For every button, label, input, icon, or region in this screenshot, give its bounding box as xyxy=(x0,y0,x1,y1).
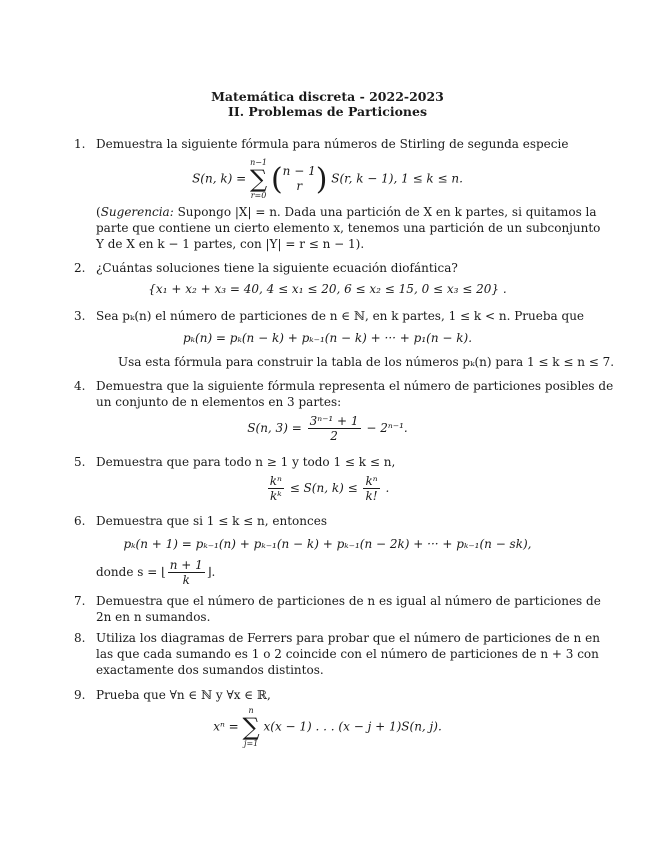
problem-number: 8. xyxy=(74,631,86,645)
problem-text-line-3: exactamente dos sumandos distintos. xyxy=(96,663,324,677)
hint-line-3: Y de X en k − 1 partes, con |Y| = r ≤ n − 1). xyxy=(96,237,365,251)
fraction: $\frac{\text{3ⁿ⁻¹ + 1}}{2}$ xyxy=(309,414,359,443)
problem-number: 6. xyxy=(74,514,86,528)
problem-6-donde: donde s = ⌊ $\frac{n + 1}{k}$ ⌋. xyxy=(96,558,216,587)
problem-text: Demuestra la siguiente fórmula para números de Stirling de segunda especie xyxy=(96,137,569,151)
problem-text: Prueba que ∀n ∈ ℕ y ∀x ∈ ℝ, xyxy=(96,688,271,702)
problem-3 xyxy=(74,308,585,324)
problem-number: 7. xyxy=(74,594,86,608)
problem-text-line-1: Demuestra que la siguiente fórmula representa el número de particiones posibles de xyxy=(96,379,614,393)
problem-text: ¿Cuántas soluciones tiene la siguiente ecuación diofántica? xyxy=(96,261,458,275)
problem-3-followup: Usa esta fórmula para construir la tabla de los números pₖ(n) para 1 ≤ k ≤ n ≤ 7. xyxy=(118,355,615,369)
problem-text-line-1: Demuestra que el número de particiones de n es igual al número de particiones de xyxy=(96,594,601,608)
hint-line-1: Supongo |X| = n. Dada una partición de X en k partes, si quitamos la xyxy=(177,205,597,219)
binomial-coefficient: ( n − 1 r ) xyxy=(270,161,328,197)
formula-diophantine: {x₁ + x₂ + x₃ = 40, 4 ≤ x₁ ≤ 20, 6 ≤ x₂ ≤ 15, 0 ≤ x₃ ≤ 20} . xyxy=(148,282,507,296)
problem-text: Demuestra que para todo n ≥ 1 y todo 1 ≤ k ≤ n, xyxy=(96,455,396,469)
problem-text-line-1: Utiliza los diagramas de Ferrers para probar que el número de particiones de n en xyxy=(96,631,600,645)
problem-1-hint: (Sugerencia: Supongo |X| = n. Dada una partición de X en k partes, si quitamos la parte que contiene un cierto elemento x, tenemos una partición de un subconjunto Y de X en k − 1 partes, con |Y| = r ≤ n − 1). xyxy=(96,205,601,251)
problem-6 xyxy=(74,513,572,529)
problem-text: Demuestra que si 1 ≤ k ≤ n, entonces xyxy=(96,514,327,528)
problem-text-line-2: un conjunto de n elementos en 3 partes: xyxy=(96,395,342,409)
summation-symbol: n−1 ∑ r=0 xyxy=(249,158,268,200)
document-title: Matemática discreta - 2022-2023 xyxy=(211,89,444,104)
problem-1 xyxy=(74,136,572,152)
fraction-right: $\frac{\text{kⁿ}}{k!}$ xyxy=(365,474,378,503)
problem-text: Sea pₖ(n) el número de particiones de n ∈ ℕ, en k partes, 1 ≤ k < n. Prueba que xyxy=(96,309,585,323)
fraction: $\frac{n + 1}{k}$ xyxy=(169,558,203,587)
problem-9 xyxy=(74,687,572,703)
formula-stirling-bounds: $\frac{\text{kⁿ}}{\text{kᵏ}}$ ≤ S(n, k) ≤ $\frac{\text{kⁿ}}{k!}$ . xyxy=(269,474,390,503)
problem-7 xyxy=(74,593,601,625)
problem-text-line-2: las que cada sumando es 1 o 2 coincide con el número de particiones de n + 3 con xyxy=(96,647,599,661)
formula-stirling-recurrence xyxy=(0,158,655,200)
formula-falling-factorial: xⁿ = n ∑ j=1 x(x − 1) . . . (x − j + 1)S(n, j). xyxy=(213,706,442,748)
problem-8 xyxy=(74,630,600,678)
formula-rhs: S(r, k − 1), 1 ≤ k ≤ n. xyxy=(331,171,463,186)
problem-4 xyxy=(74,378,614,410)
document-subtitle: II. Problemas de Particiones xyxy=(228,104,427,119)
problem-number: 5. xyxy=(74,455,86,469)
hint-line-2: parte que contiene un cierto elemento x, tenemos una partición de un subconjunto xyxy=(96,221,601,235)
problem-number: 1. xyxy=(74,137,86,151)
problem-number: 2. xyxy=(74,261,86,275)
formula-s-n-3: S(n, 3) = $\frac{\text{3ⁿ⁻¹ + 1}}{2}$ − 2ⁿ⁻¹. xyxy=(247,414,408,443)
hint-label: Sugerencia: xyxy=(100,205,174,219)
problem-number: 9. xyxy=(74,688,86,702)
problem-text-line-2: 2n en n sumandos. xyxy=(96,610,211,624)
problem-number: 3. xyxy=(74,309,86,323)
problem-number: 4. xyxy=(74,379,86,393)
fraction-left: $\frac{\text{kⁿ}}{\text{kᵏ}}$ xyxy=(269,474,282,503)
summation-symbol: n ∑ j=1 xyxy=(242,706,260,748)
formula-pk-sum: pₖ(n + 1) = pₖ₋₁(n) + pₖ₋₁(n − k) + pₖ₋₁(n − 2k) + ··· + pₖ₋₁(n − sk), xyxy=(123,537,532,551)
problem-2 xyxy=(74,260,572,276)
formula-partition-recurrence: pₖ(n) = pₖ(n − k) + pₖ₋₁(n − k) + ··· + p₁(n − k). xyxy=(182,331,473,345)
formula-lhs: S(n, k) = xyxy=(192,171,247,186)
problem-5 xyxy=(74,454,572,470)
